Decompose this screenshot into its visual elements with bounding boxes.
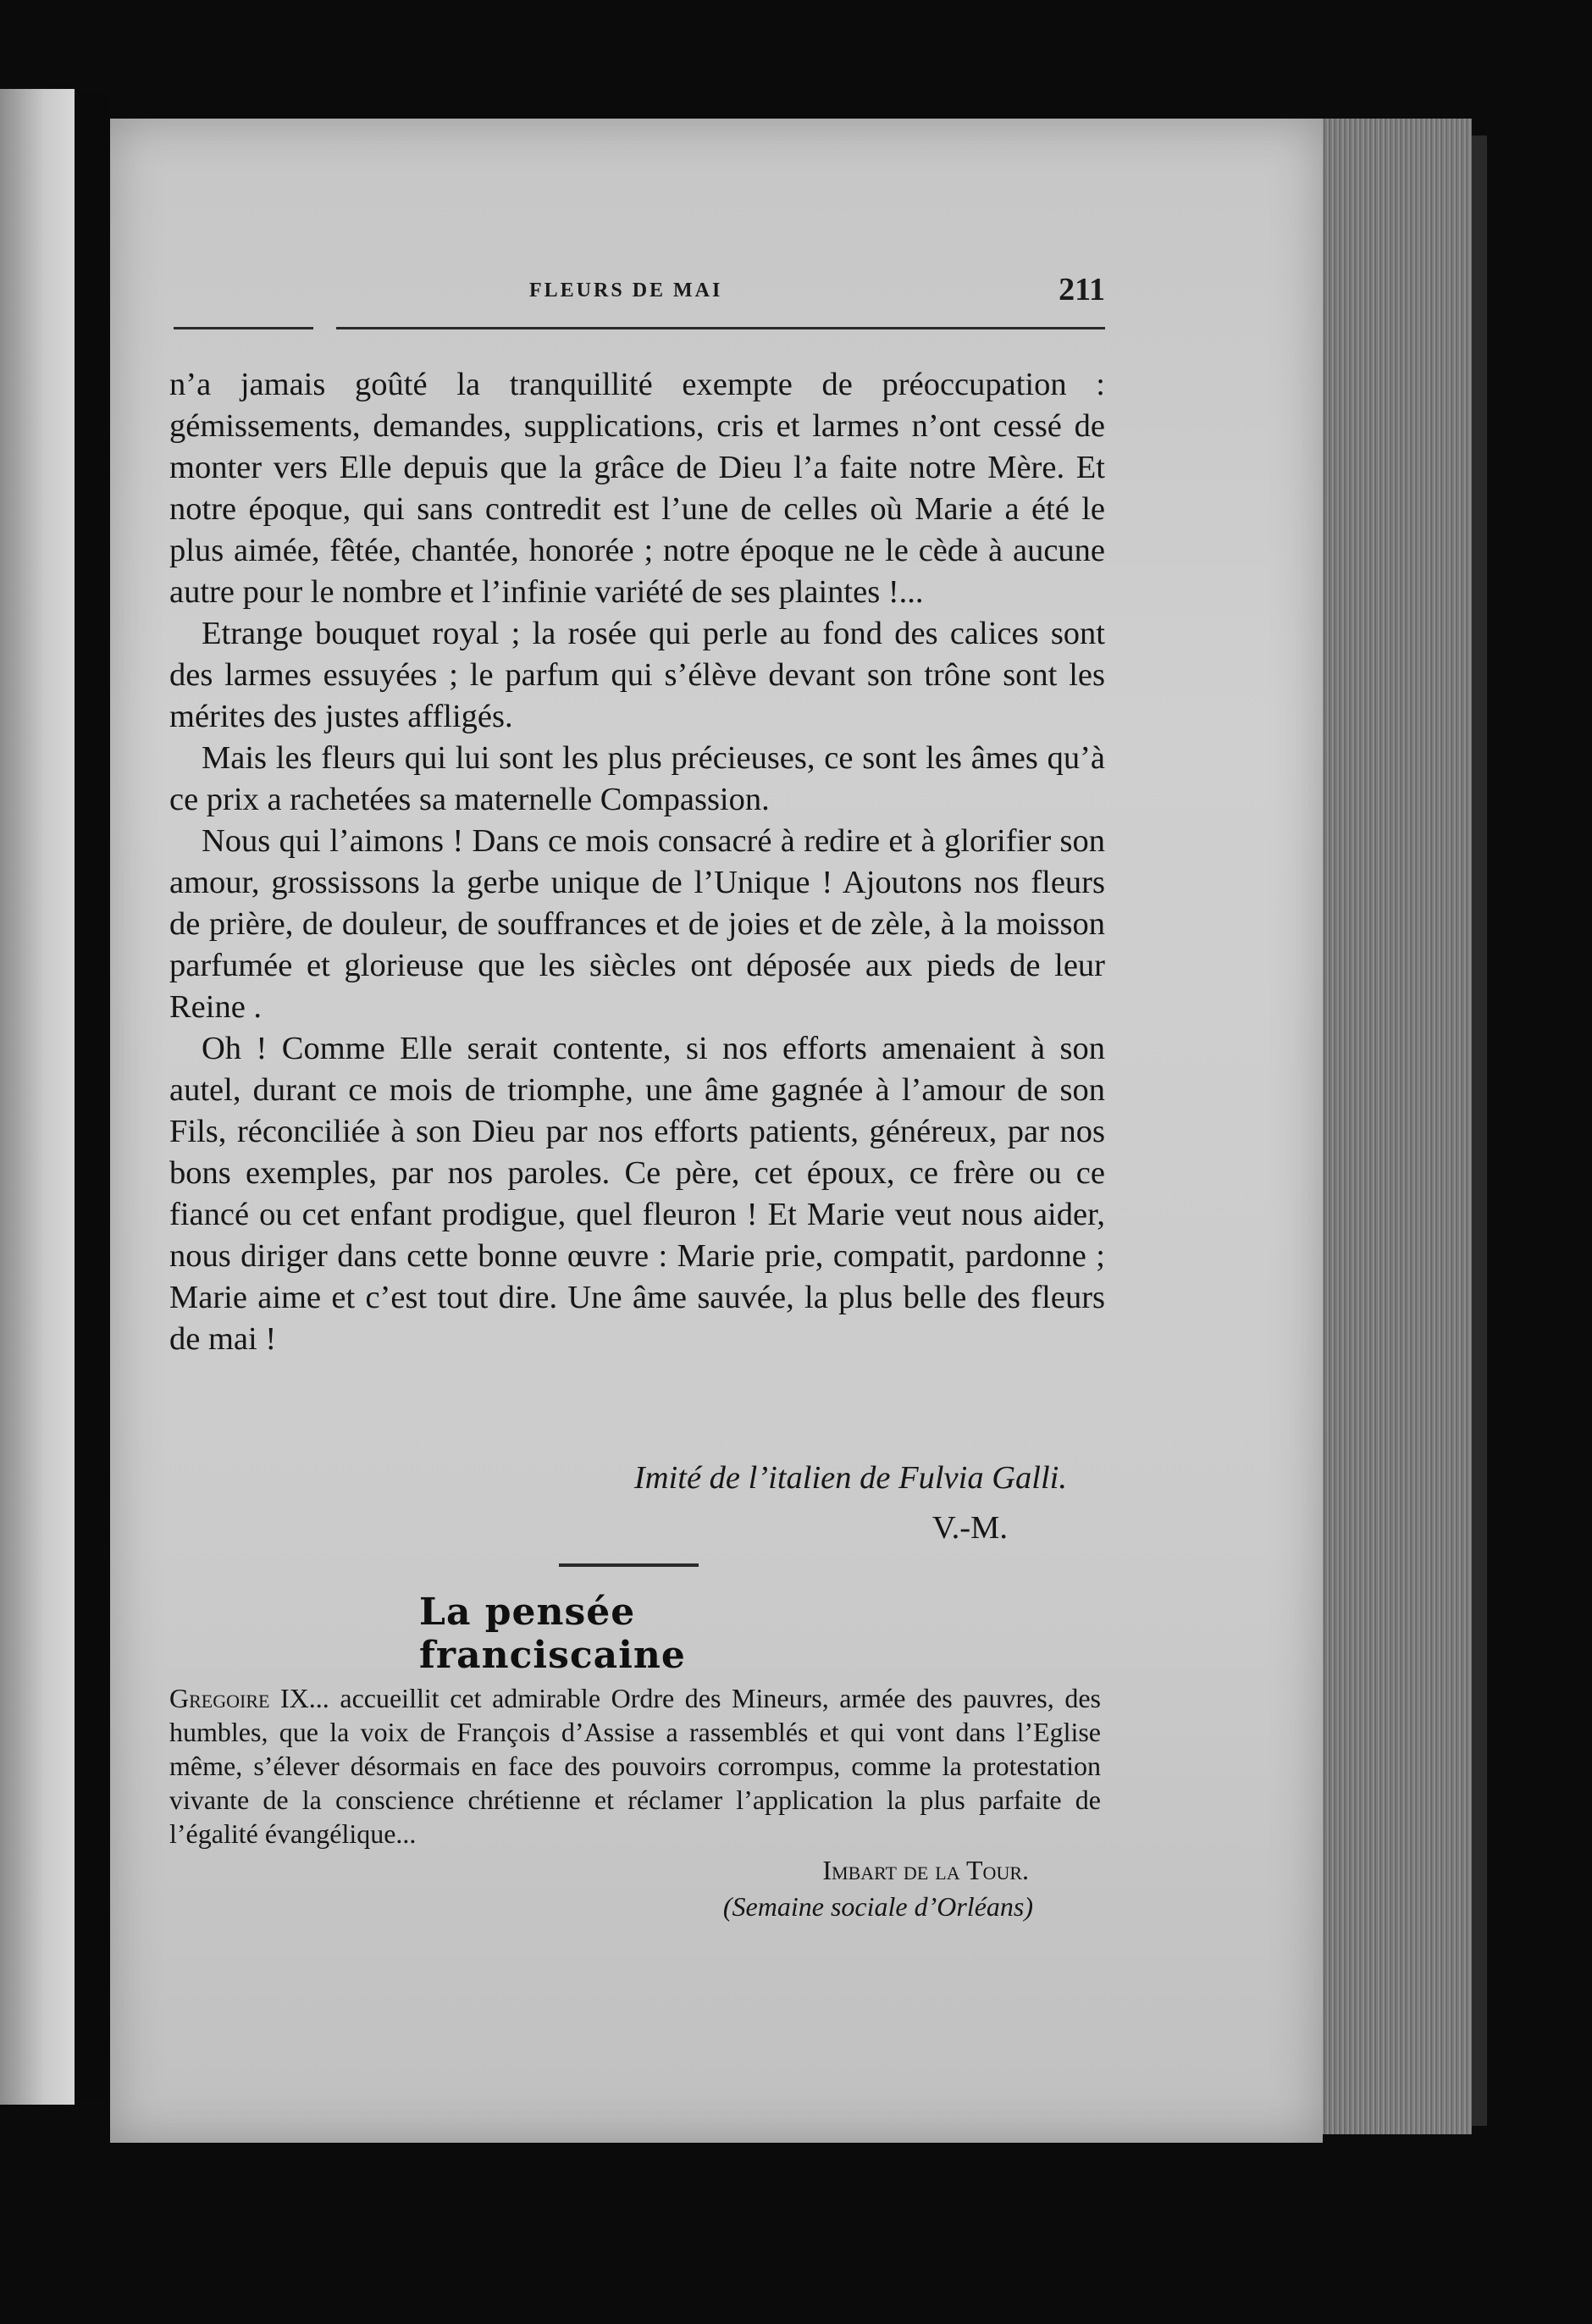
paragraph: Etrange bouquet royal ; la rosée qui perle au fond des calices sont des larmes essuyées ; le parfum qui s’élève devant son trône sont les mérites des justes affligés. — [169, 616, 1105, 734]
section-title: La pensée franciscaine — [419, 1591, 686, 1677]
paragraph: Nous qui l’aimons ! Dans ce mois consacré à redire et à glorifier son amour, grossissons la gerbe unique de l’Unique ! Ajoutons nos fleurs de prière, de douleur, de souffrances et de joies et de zèle, à la moisson parfumée et glorieuse que les siècles ont déposée aux pieds de leur Reine . — [169, 823, 1105, 1025]
quote-author: Imbart de la Tour. — [822, 1855, 1029, 1885]
paragraph: Oh ! Comme Elle serait contente, si nos efforts amenaient à son autel, durant ce mois de triomphe, une âme gagnée à l’amour de son Fils, réconciliée à son Dieu par nos efforts patients, généreux, par nos bons exemples, par nos paroles. Ce père, cet époux, ce frère ou ce fiancé ou cet enfant prodigue, quel fleuron ! Et Marie veut nous aider, nous diriger dans cette bonne œuvre : Marie prie, compatit, pardonne ; Marie aime et c’est tout dire. Une âme sauvée, la plus belle des fleurs de mai ! — [169, 1031, 1105, 1357]
page-stack-edge — [1311, 119, 1472, 2134]
section-divider — [559, 1563, 699, 1567]
book-gutter — [75, 93, 110, 2100]
header-rule-right — [336, 327, 1105, 329]
facing-page-edge — [0, 89, 75, 2105]
quote-text — [169, 1681, 1101, 1851]
page-stack-shadow — [1472, 136, 1487, 2126]
quote-source: (Semaine sociale d’Orléans) — [722, 1891, 1033, 1922]
page-number: 211 — [1059, 272, 1105, 307]
main-text — [169, 364, 1105, 1360]
page-header — [174, 271, 1105, 339]
paragraph: n’a jamais goûté la tranquillité exempte de préoccupation : gémissements, demandes, supplications, cris et larmes n’ont cessé de monter vers Elle depuis que la grâce de Dieu l’a faite notre Mère. Et notre époque, qui sans contredit est l’une de celles où Marie a été le plus aimée, fêtée, chantée, honorée ; notre époque ne le cède à aucune autre pour le nombre et l’infinie variété de ses plaintes !... — [169, 367, 1105, 610]
quote-lead: Gregoire IX... — [169, 1683, 329, 1713]
paragraph: Mais les fleurs qui lui sont les plus précieuses, ce sont les âmes qu’à ce prix a rachetées sa maternelle Compassion. — [169, 740, 1105, 817]
attribution: Imité de l’italien de Fulvia Galli. — [633, 1460, 1067, 1496]
header-rule-left — [174, 327, 313, 329]
author-initials: V.-M. — [931, 1510, 1008, 1546]
running-title: FLEURS DE MAI — [529, 279, 723, 302]
quote-body: accueillit cet admirable Ordre des Mineurs, armée des pauvres, des humbles, que la voix de François d’Assise a rassemblés et qui vont dans l’Eglise même, s’élever désormais en face des pouvoirs corrompus, comme la protestation vivante de la conscience chrétienne et réclamer l’application la plus parfaite de l’égalité évangélique... — [169, 1683, 1101, 1849]
